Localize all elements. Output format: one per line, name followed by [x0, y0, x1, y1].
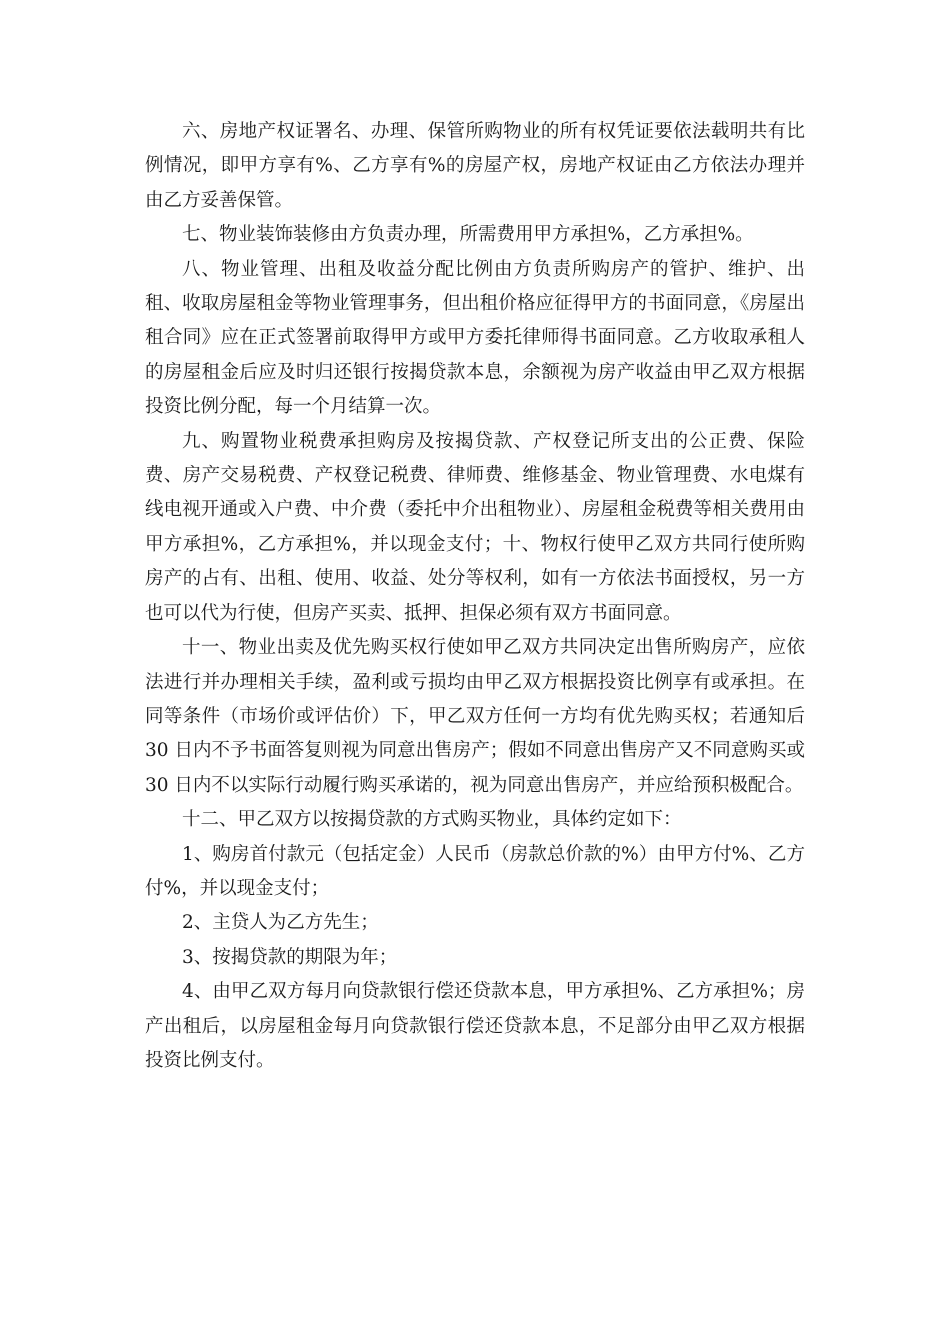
document-body	[145, 115, 805, 1078]
clause-8-paragraph: 八、物业管理、出租及收益分配比例由方负责所购房产的管护、维护、出租、收取房屋租金等物业管理事务，但出租价格应征得甲方的书面同意，《房屋出租合同》应在正式签署前取得甲方或甲方委托律师得书面同意。乙方收取承租人的房屋租金后应及时归还银行按揭贷款本息，余额视为房产收益由甲乙双方根据投资比例分配，每一个月结算一次。	[145, 258, 805, 418]
clause-12-item-4: 4、由甲乙双方每月向贷款银行偿还贷款本息，甲方承担%、乙方承担%；房产出租后，以房屋租金每月向贷款银行偿还贷款本息，不足部分由甲乙双方根据投资比例支付。	[145, 981, 805, 1071]
clause-12-item-1: 1、购房首付款元（包括定金）人民币（房款总价款的%）由甲方付%、乙方付%，并以现金支付；	[145, 843, 805, 899]
clause-9-10-paragraph: 九、购置物业税费承担购房及按揭贷款、产权登记所支出的公正费、保险费、房产交易税费、产权登记税费、律师费、维修基金、物业管理费、水电煤有线电视开通或入户费、中介费（委托中介出租物业）、房屋租金税费等相关费用由甲方承担%，乙方承担%，并以现金支付；十、物权行使甲乙双方共同行使所购房产的占有、出租、使用、收益、处分等权利，如有一方依法书面授权，另一方也可以代为行使，但房产买卖、抵押、担保必须有双方书面同意。	[145, 430, 805, 624]
clause-12-item-2: 2、主贷人为乙方先生；	[182, 912, 379, 934]
clause-11-paragraph: 十一、物业出卖及优先购买权行使如甲乙双方共同决定出售所购房产，应依法进行并办理相关手续，盈利或亏损均由甲乙双方根据投资比例享有或承担。在同等条件（市场价或评估价）下，甲乙双方任何一方均有优先购买权；若通知后 30 日内不予书面答复则视为同意出售房产；假如不同意出售房产又不同意购买或 30 日内不以实际行动履行购买承诺的，视为同意出售房产，并应给预积极配合。	[145, 637, 805, 796]
clause-7-paragraph: 七、物业装饰装修由方负责办理，所需费用甲方承担%，乙方承担%。	[182, 224, 754, 246]
clause-12-paragraph: 十二、甲乙双方以按揭贷款的方式购买物业，具体约定如下：	[182, 809, 682, 831]
clause-6-paragraph: 六、房地产权证署名、办理、保管所购物业的所有权凭证要依法载明共有比例情况，即甲方享有%、乙方享有%的房屋产权，房地产权证由乙方依法办理并由乙方妥善保管。	[145, 121, 805, 211]
clause-12-item-3: 3、按揭贷款的期限为年；	[182, 946, 398, 968]
